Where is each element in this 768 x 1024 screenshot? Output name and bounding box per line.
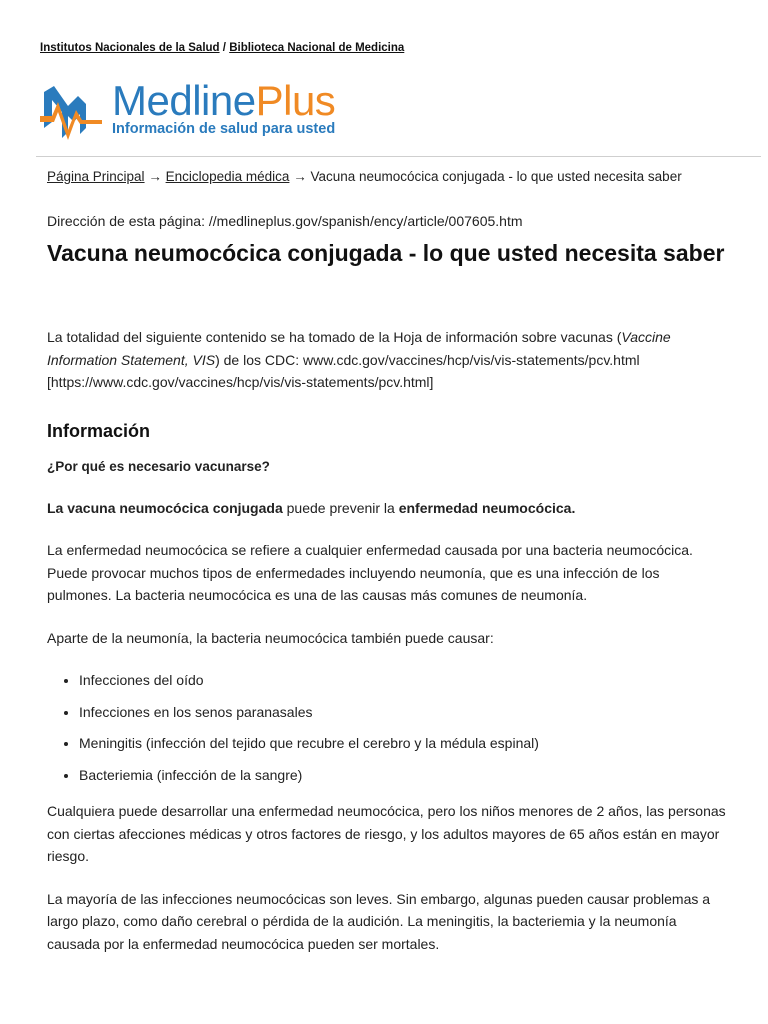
list-item: • Meningitis (infección del tejido que recubre el cerebro y la médula espinal) <box>79 732 727 755</box>
list-item: • Bacteriemia (infección de la sangre) <box>79 764 727 787</box>
breadcrumb-encyclopedia-link[interactable]: Enciclopedia médica <box>165 169 290 184</box>
paragraph-1: La enfermedad neumocócica se refiere a cualquier enfermedad causada por una bacteria neumocócica. Puede provocar muchos tipos de enfermedades incluyendo neumonía, que es una infección de los pulmones. La bacteria neumocócica es una de las causas más comunes de neumonía. <box>47 542 693 603</box>
lead-bold-2: enfermedad neumocócica. <box>398 499 576 516</box>
logo-tagline: Información de salud para usted <box>112 121 336 137</box>
header-divider <box>36 156 761 157</box>
nih-link[interactable]: Institutos Nacionales de la Salud <box>40 42 220 54</box>
breadcrumb-current: Vacuna neumocócica conjugada - lo que usted necesita saber <box>310 169 682 184</box>
page-address: Dirección de esta página: //medlineplus.gov/spanish/ency/article/007605.htm <box>47 213 523 229</box>
article-content <box>47 326 727 975</box>
intro-text-2: ) de los CDC: www.cdc.gov/vaccines/hcp/vis/vis-statements/pcv.html [https://www.cdc.gov/vaccines/hcp/vis/vis-statements/pcv.html] <box>47 351 640 390</box>
logo-name-plus: Plus <box>255 77 336 124</box>
breadcrumb-home-link[interactable]: Página Principal <box>47 169 145 184</box>
section-heading: Información <box>47 420 151 441</box>
lead-paragraph <box>47 497 727 520</box>
medlineplus-logo-icon <box>40 82 102 144</box>
medlineplus-logo[interactable] <box>40 78 360 144</box>
intro-paragraph <box>47 326 727 394</box>
complications-list <box>47 669 727 786</box>
top-links <box>40 42 404 54</box>
list-item: • Infecciones del oído <box>79 669 727 692</box>
intro-text-1: La totalidad del siguiente contenido se ha tomado de la Hoja de información sobre vacunas ( <box>47 329 622 345</box>
top-links-separator: / <box>222 42 226 54</box>
nlm-link[interactable]: Biblioteca Nacional de Medicina <box>229 42 405 54</box>
paragraph-4: La mayoría de las infecciones neumocócicas son leves. Sin embargo, algunas pueden causar problemas a largo plazo, como daño cerebral o pérdida de la audición. La meningitis, la bacteriemia y la neumonía causada por la enfermedad neumocócica pueden ser mortales. <box>47 890 711 952</box>
lead-bold-1: La vacuna neumocócica conjugada <box>47 499 283 516</box>
list-item: • Infecciones en los senos paranasales <box>79 701 727 724</box>
intro-italic: Vaccine Information Statement, VIS <box>47 329 671 368</box>
paragraph-3: Cualquiera puede desarrollar una enfermedad neumocócica, pero los niños menores de 2 años, las personas con ciertas afecciones médicas y otros factores de riesgo, y los adultos mayores de 65 años están en mayor riesgo. <box>47 803 726 864</box>
breadcrumb <box>47 169 682 184</box>
paragraph-2: Aparte de la neumonía, la bacteria neumocócica también puede causar: <box>47 629 494 646</box>
lead-mid: puede prevenir la <box>282 499 399 516</box>
page-title: Vacuna neumocócica conjugada - lo que usted necesita saber <box>47 240 725 266</box>
breadcrumb-arrow-icon: → <box>293 169 307 184</box>
logo-name <box>112 78 335 124</box>
section-question: ¿Por qué es necesario vacunarse? <box>47 459 270 474</box>
logo-name-main: Medline <box>112 77 256 124</box>
breadcrumb-arrow-icon: → <box>148 169 162 184</box>
